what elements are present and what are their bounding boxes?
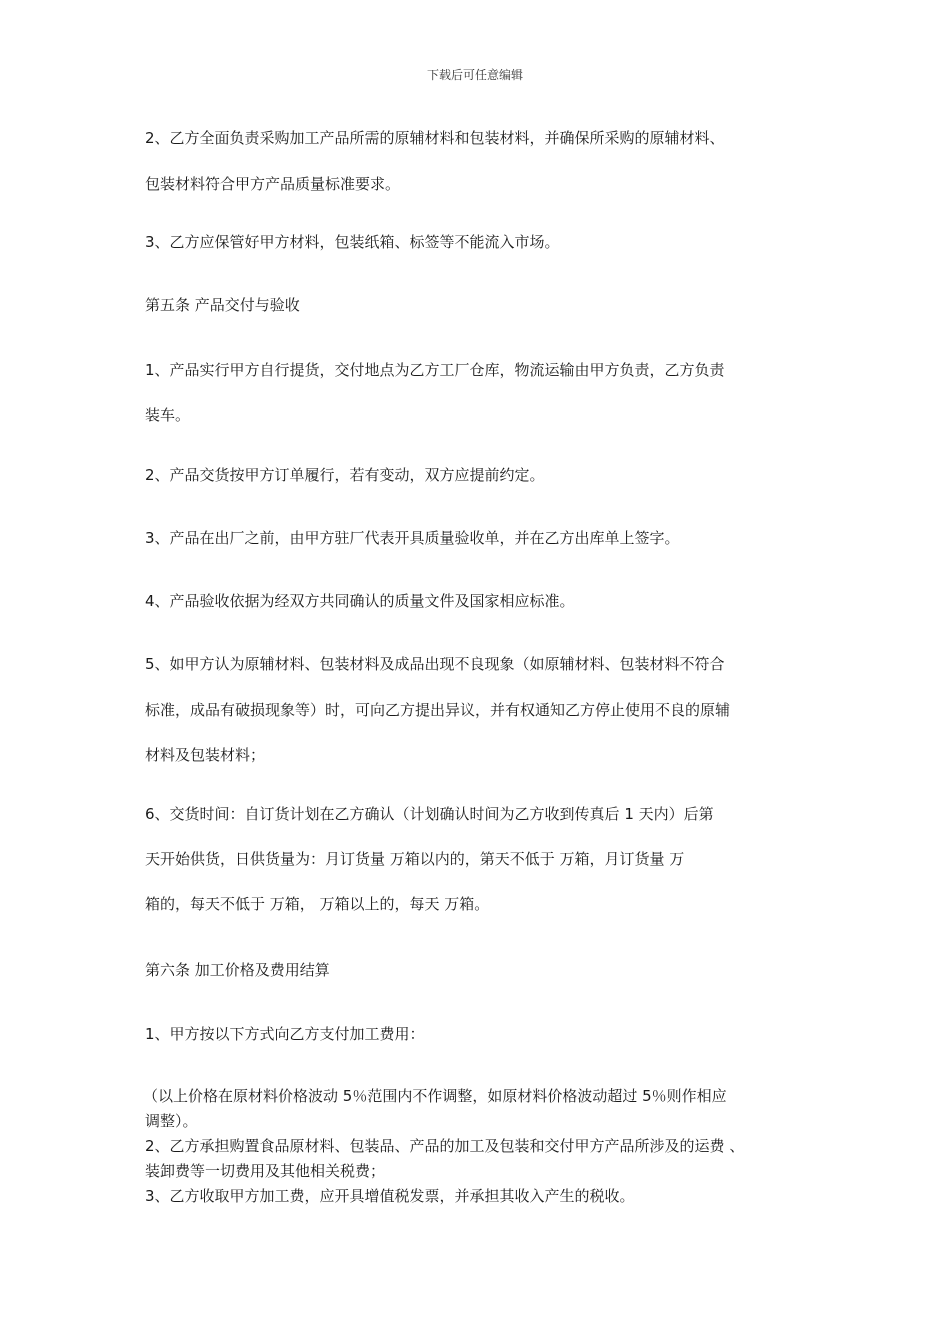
text-line: 2、乙方承担购置食品原材料、包装品、产品的加工及包装和交付甲方产品所涉及的运费 、: [145, 1137, 745, 1155]
text-line: 3、产品在出厂之前，由甲方驻厂代表开具质量验收单，并在乙方出库单上签字。: [145, 529, 680, 547]
text-line: 标准，成品有破损现象等）时，可向乙方提出异议，并有权通知乙方停止使用不良的原辅: [145, 701, 731, 719]
text-line: （以上价格在原材料价格波动 5％范围内不作调整，如原材料价格波动超过 5％则作相应: [143, 1087, 727, 1105]
text-line: 1、产品实行甲方自行提货，交付地点为乙方工厂仓库，物流运输由甲方负责，乙方负责: [145, 361, 725, 379]
text-line: 4、产品验收依据为经双方共同确认的质量文件及国家相应标准。: [145, 592, 575, 610]
text-line: 材料及包装材料；: [145, 746, 266, 764]
page-header: 下载后可任意编辑: [426, 68, 523, 82]
text-line: 2、乙方全面负责采购加工产品所需的原辅材料和包装材料，并确保所采购的原辅材料、: [145, 129, 725, 147]
text-line: 装卸费等一切费用及其他相关税费；: [145, 1162, 386, 1180]
text-line: 3、乙方应保管好甲方材料，包装纸箱、标签等不能流入市场。: [145, 233, 560, 251]
text-line: 1、甲方按以下方式向乙方支付加工费用：: [145, 1025, 425, 1043]
section-heading: 第六条 加工价格及费用结算: [145, 961, 330, 979]
text-line: 5、如甲方认为原辅材料、包装材料及成品出现不良现象（如原辅材料、包装材料不符合: [145, 655, 725, 673]
text-line: 包装材料符合甲方产品质量标准要求。: [145, 175, 401, 193]
text-line: 2、产品交货按甲方订单履行，若有变动，双方应提前约定。: [145, 466, 545, 484]
text-line: 装车。: [145, 406, 191, 424]
text-line: 箱的，每天不低于 万箱， 万箱以上的，每天 万箱。: [145, 895, 490, 913]
text-line: 3、乙方收取甲方加工费，应开具增值税发票，并承担其收入产生的税收。: [145, 1187, 635, 1205]
text-line: 调整）。: [145, 1112, 198, 1130]
section-heading: 第五条 产品交付与验收: [145, 296, 300, 314]
text-line: 天开始供货，日供货量为：月订货量 万箱以内的，第天不低于 万箱，月订货量 万: [145, 850, 685, 868]
text-line: 6、交货时间：自订货计划在乙方确认（计划确认时间为乙方收到传真后 1 天内）后第: [145, 805, 714, 823]
